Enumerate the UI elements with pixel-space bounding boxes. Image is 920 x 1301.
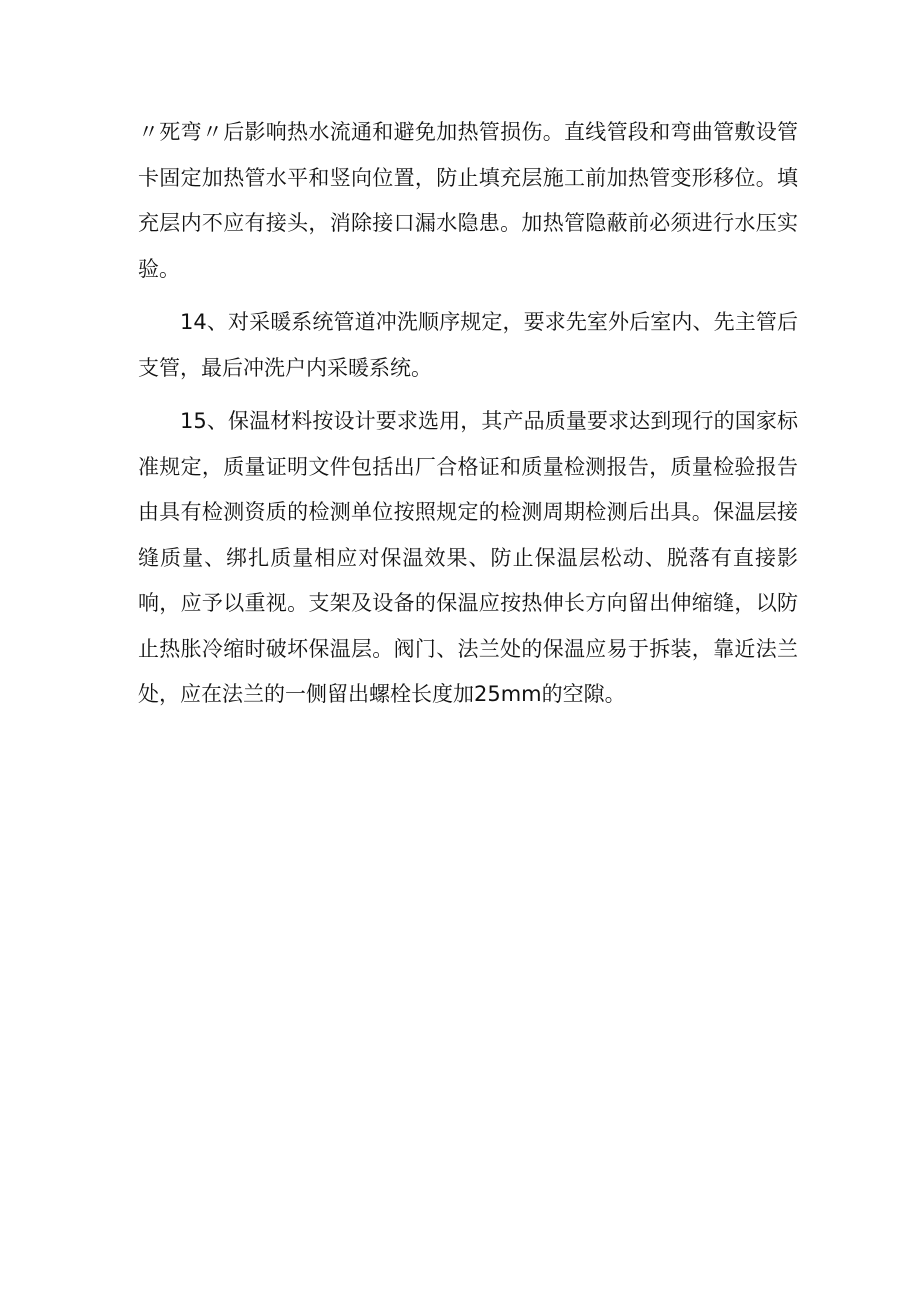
document-body [138,110,798,726]
paragraph-item-15: 15、保温材料按设计要求选用，其产品质量要求达到现行的国家标准规定，质量证明文件包括出厂合格证和质量检测报告，质量检验报告由具有检测资质的检测单位按照规定的检测周期检测后出具。保温层接缝质量、绑扎质量相应对保温效果、防止保温层松动、脱落有直接影响，应予以重视。支架及设备的保温应按热伸长方向留出伸缩缝，以防止热胀冷缩时破坏保温层。阀门、法兰处的保温应易于拆装，靠近法兰处，应在法兰的一侧留出螺栓长度加25mm的空隙。 [138,409,798,706]
paragraph-continuation: 〃死弯〃后影响热水流通和避免加热管损伤。直线管段和弯曲管敷设管卡固定加热管水平和竖向位置，防止填充层施工前加热管变形移位。填充层内不应有接头，消除接口漏水隐患。加热管隐蔽前必须进行水压实验。 [138,120,798,281]
paragraph-item-14: 14、对采暖系统管道冲洗顺序规定，要求先室外后室内、先主管后支管，最后冲洗户内采暖系统。 [138,310,798,380]
